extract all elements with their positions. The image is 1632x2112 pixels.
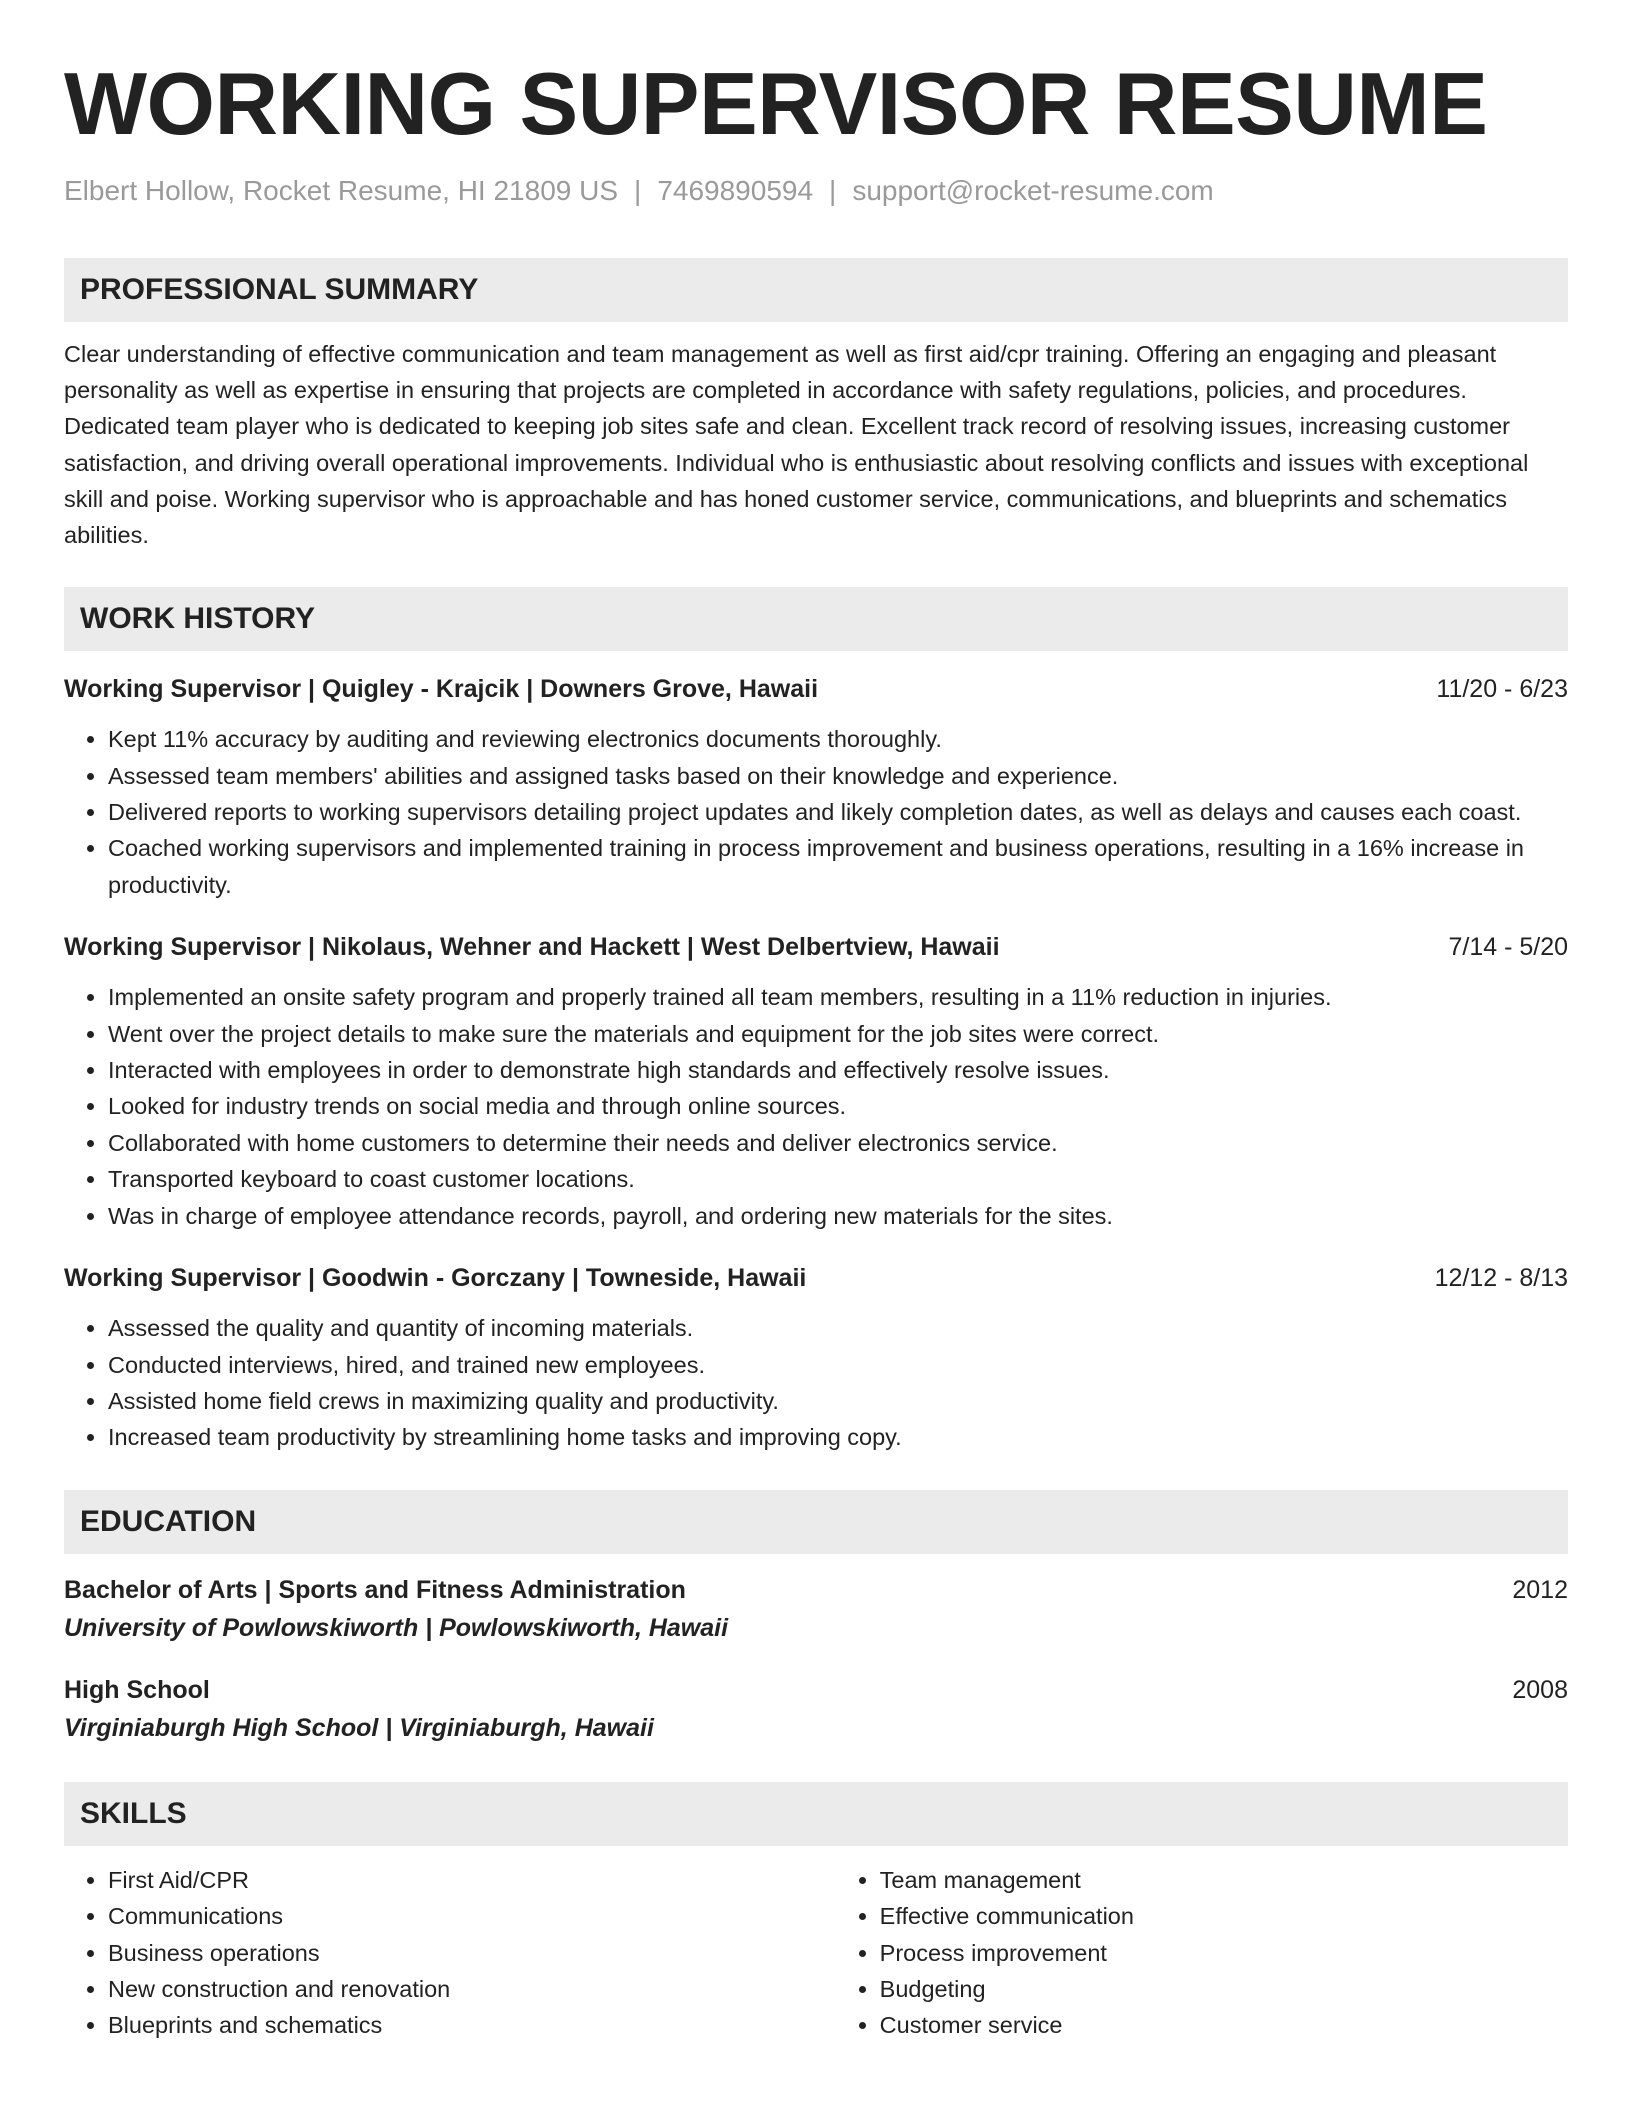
job-bullet: • Was in charge of employee attendance records, payroll, and ordering new materials for the sites. (108, 1198, 1568, 1234)
job-title: Working Supervisor | Quigley - Krajcik | Downers Grove, Hawaii (64, 675, 819, 704)
education-school: Virginiaburgh High School | Virginiaburgh, Hawaii (64, 1713, 654, 1742)
contact-phone: 7469890594 (657, 175, 814, 206)
job-bullet: • Transported keyboard to coast customer locations. (108, 1161, 1568, 1197)
education-degree: Bachelor of Arts | Sports and Fitness Administration (64, 1575, 686, 1604)
skill-item: • New construction and renovation (108, 1971, 836, 2007)
skill-item: • First Aid/CPR (108, 1862, 836, 1898)
education-entry (64, 1572, 1568, 1648)
section-header-education: EDUCATION (64, 1490, 1568, 1554)
job-entry (64, 929, 1568, 1234)
job-bullet: • Conducted interviews, hired, and trained new employees. (108, 1347, 1568, 1383)
education-year: 2012 (1512, 1575, 1568, 1604)
job-bullet: • Looked for industry trends on social media and through online sources. (108, 1088, 1568, 1124)
contact-separator: | (829, 175, 837, 206)
job-dates: 12/12 - 8/13 (1434, 1264, 1568, 1293)
skill-item: • Process improvement (880, 1935, 1568, 1971)
job-dates: 7/14 - 5/20 (1448, 933, 1568, 962)
job-entry (64, 1260, 1568, 1456)
job-bullet: • Kept 11% accuracy by auditing and reviewing electronics documents thoroughly. (108, 721, 1568, 757)
education-entry (64, 1672, 1568, 1748)
job-bullet: • Assisted home field crews in maximizing quality and productivity. (108, 1383, 1568, 1419)
job-bullet: • Assessed the quality and quantity of incoming materials. (108, 1310, 1568, 1346)
job-bullet: • Coached working supervisors and implemented training in process improvement and business operations, resulting in a 16% increase in productivity. (108, 830, 1568, 903)
skill-item: • Business operations (108, 1935, 836, 1971)
job-dates: 11/20 - 6/23 (1436, 675, 1568, 704)
resume-title: WORKING SUPERVISOR RESUME (64, 54, 1488, 153)
skill-item: • Customer service (880, 2007, 1568, 2043)
skill-item: • Team management (880, 1862, 1568, 1898)
skill-item: • Budgeting (880, 1971, 1568, 2007)
job-bullet: • Collaborated with home customers to determine their needs and deliver electronics service. (108, 1125, 1568, 1161)
job-title: Working Supervisor | Goodwin - Gorczany | Towneside, Hawaii (64, 1264, 807, 1293)
education-school: University of Powlowskiworth | Powlowskiworth, Hawaii (64, 1613, 729, 1642)
section-header-summary: PROFESSIONAL SUMMARY (64, 258, 1568, 322)
skills-list (64, 1862, 1568, 2044)
skill-item: • Blueprints and schematics (108, 2007, 836, 2043)
summary-text: Clear understanding of effective communication and team management as well as first aid/cpr training. Offering an engaging and pleasant personality as well as expertise in ensuring that projects are completed in accordance with safety regulations, policies, and procedures. Dedicated team player who is dedicated to keeping job sites safe and clean. Excellent track record of resolving issues, increasing customer satisfaction, and driving overall operational improvements. Individual who is enthusiastic about resolving conflicts and issues with exceptional skill and poise. Working supervisor who is approachable and has honed customer service, communications, and blueprints and schematics abilities. (64, 341, 1529, 549)
contact-line (64, 174, 1568, 208)
job-bullet: • Implemented an onsite safety program and properly trained all team members, resulting in a 11% reduction in injuries. (108, 979, 1568, 1015)
job-bullets (64, 979, 1568, 1234)
skill-item: • Communications (108, 1898, 836, 1934)
job-bullet: • Went over the project details to make sure the materials and equipment for the job sites were correct. (108, 1016, 1568, 1052)
job-bullets (64, 721, 1568, 903)
job-bullet: • Assessed team members' abilities and assigned tasks based on their knowledge and experience. (108, 758, 1568, 794)
job-bullet: • Delivered reports to working supervisors detailing project updates and likely completion dates, as well as delays and causes each coast. (108, 794, 1568, 830)
skills-column-right (836, 1862, 1568, 2044)
contact-separator: | (634, 175, 642, 206)
section-header-work-history: WORK HISTORY (64, 587, 1568, 651)
section-header-skills: SKILLS (64, 1782, 1568, 1846)
job-bullets (64, 1310, 1568, 1456)
job-bullet: • Interacted with employees in order to demonstrate high standards and effectively resolve issues. (108, 1052, 1568, 1088)
job-title: Working Supervisor | Nikolaus, Wehner and Hackett | West Delbertview, Hawaii (64, 933, 1000, 962)
education-degree: High School (64, 1675, 210, 1704)
education-year: 2008 (1512, 1675, 1568, 1704)
contact-email: support@rocket-resume.com (852, 175, 1214, 206)
skill-item: • Effective communication (880, 1898, 1568, 1934)
job-bullet: • Increased team productivity by streamlining home tasks and improving copy. (108, 1419, 1568, 1455)
contact-address: Elbert Hollow, Rocket Resume, HI 21809 US (64, 175, 619, 206)
skills-column-left (64, 1862, 836, 2044)
job-entry (64, 671, 1568, 903)
